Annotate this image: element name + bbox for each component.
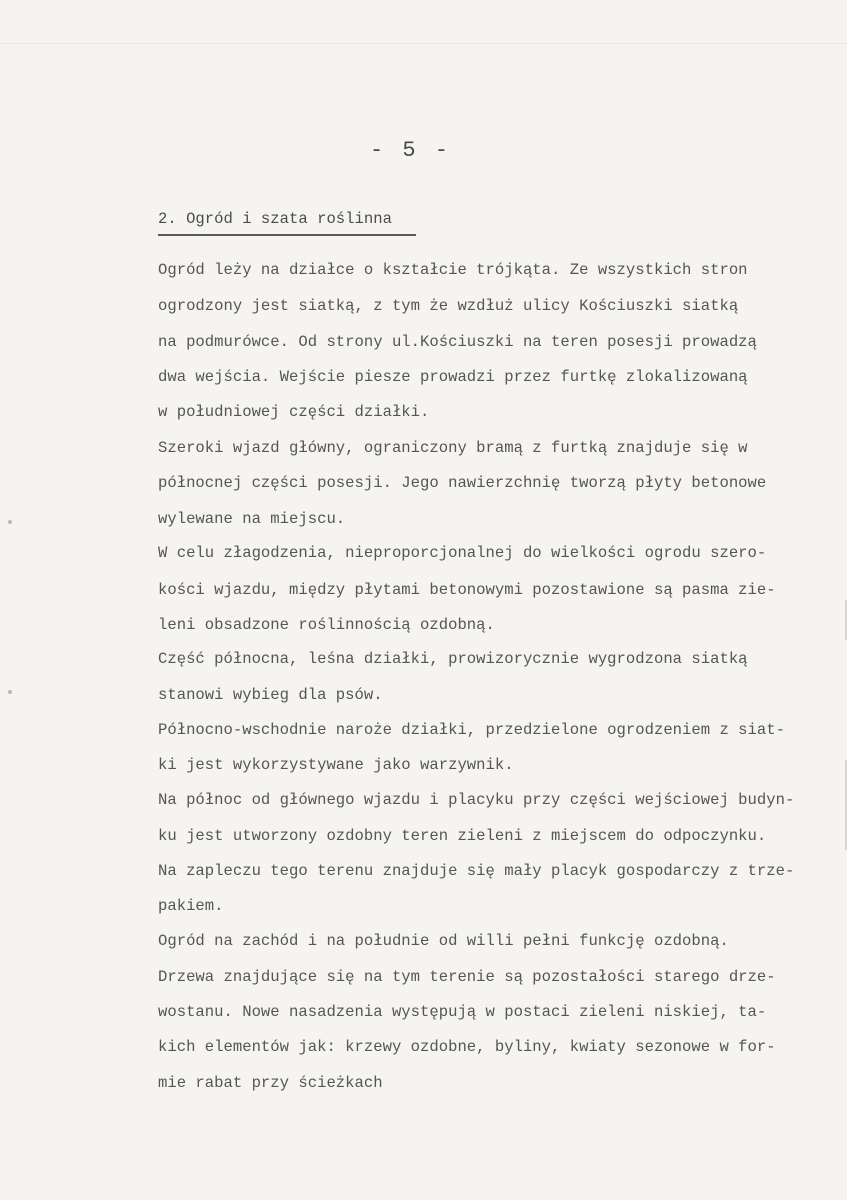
text-line: wylewane na miejscu.: [158, 510, 346, 528]
text-line: pakiem.: [158, 897, 224, 915]
page-number: - 5 -: [370, 138, 452, 163]
punch-hole-mark: [8, 520, 12, 524]
text-line: wostanu. Nowe nasadzenia występują w postaci zieleni niskiej, ta-: [158, 1003, 767, 1021]
text-line: Na zapleczu tego terenu znajduje się mały placyk gospodarczy z trze-: [158, 862, 795, 880]
text-line: Szeroki wjazd główny, ograniczony bramą z furtką znajduje się w: [158, 439, 748, 457]
paper-crease: [0, 43, 847, 44]
text-line: w południowej części działki.: [158, 403, 430, 421]
heading-underline: [158, 234, 416, 236]
punch-hole-mark: [8, 690, 12, 694]
text-line: W celu złagodzenia, nieproporcjonalnej do wielkości ogrodu szero-: [158, 544, 767, 562]
text-line: Część północna, leśna działki, prowizorycznie wygrodzona siatką: [158, 650, 748, 668]
text-line: mie rabat przy ścieżkach: [158, 1074, 383, 1092]
text-line: ogrodzony jest siatką, z tym że wzdłuż ulicy Kościuszki siatką: [158, 297, 739, 315]
section-heading: 2. Ogród i szata roślinna: [158, 210, 392, 228]
text-line: północnej części posesji. Jego nawierzchnię tworzą płyty betonowe: [158, 474, 767, 492]
text-line: leni obsadzone roślinnością ozdobną.: [158, 616, 495, 634]
text-line: Północno-wschodnie naroże działki, przedzielone ogrodzeniem z siat-: [158, 721, 785, 739]
text-line: Ogród na zachód i na południe od willi pełni funkcję ozdobną.: [158, 932, 729, 950]
text-line: ki jest wykorzystywane jako warzywnik.: [158, 756, 514, 774]
text-line: stanowi wybieg dla psów.: [158, 686, 383, 704]
text-line: ku jest utworzony ozdobny teren zieleni z miejscem do odpoczynku.: [158, 827, 767, 845]
text-line: Ogród leży na działce o kształcie trójkąta. Ze wszystkich stron: [158, 261, 748, 279]
text-line: kości wjazdu, między płytami betonowymi pozostawione są pasma zie-: [158, 581, 776, 599]
text-line: dwa wejścia. Wejście piesze prowadzi przez furtkę zlokalizowaną: [158, 368, 748, 386]
text-line: kich elementów jak: krzewy ozdobne, byliny, kwiaty sezonowe w for-: [158, 1038, 776, 1056]
text-line: Drzewa znajdujące się na tym terenie są pozostałości starego drze-: [158, 968, 776, 986]
text-line: Na północ od głównego wjazdu i placyku przy części wejściowej budyn-: [158, 791, 795, 809]
text-line: na podmurówce. Od strony ul.Kościuszki na teren posesji prowadzą: [158, 333, 757, 351]
